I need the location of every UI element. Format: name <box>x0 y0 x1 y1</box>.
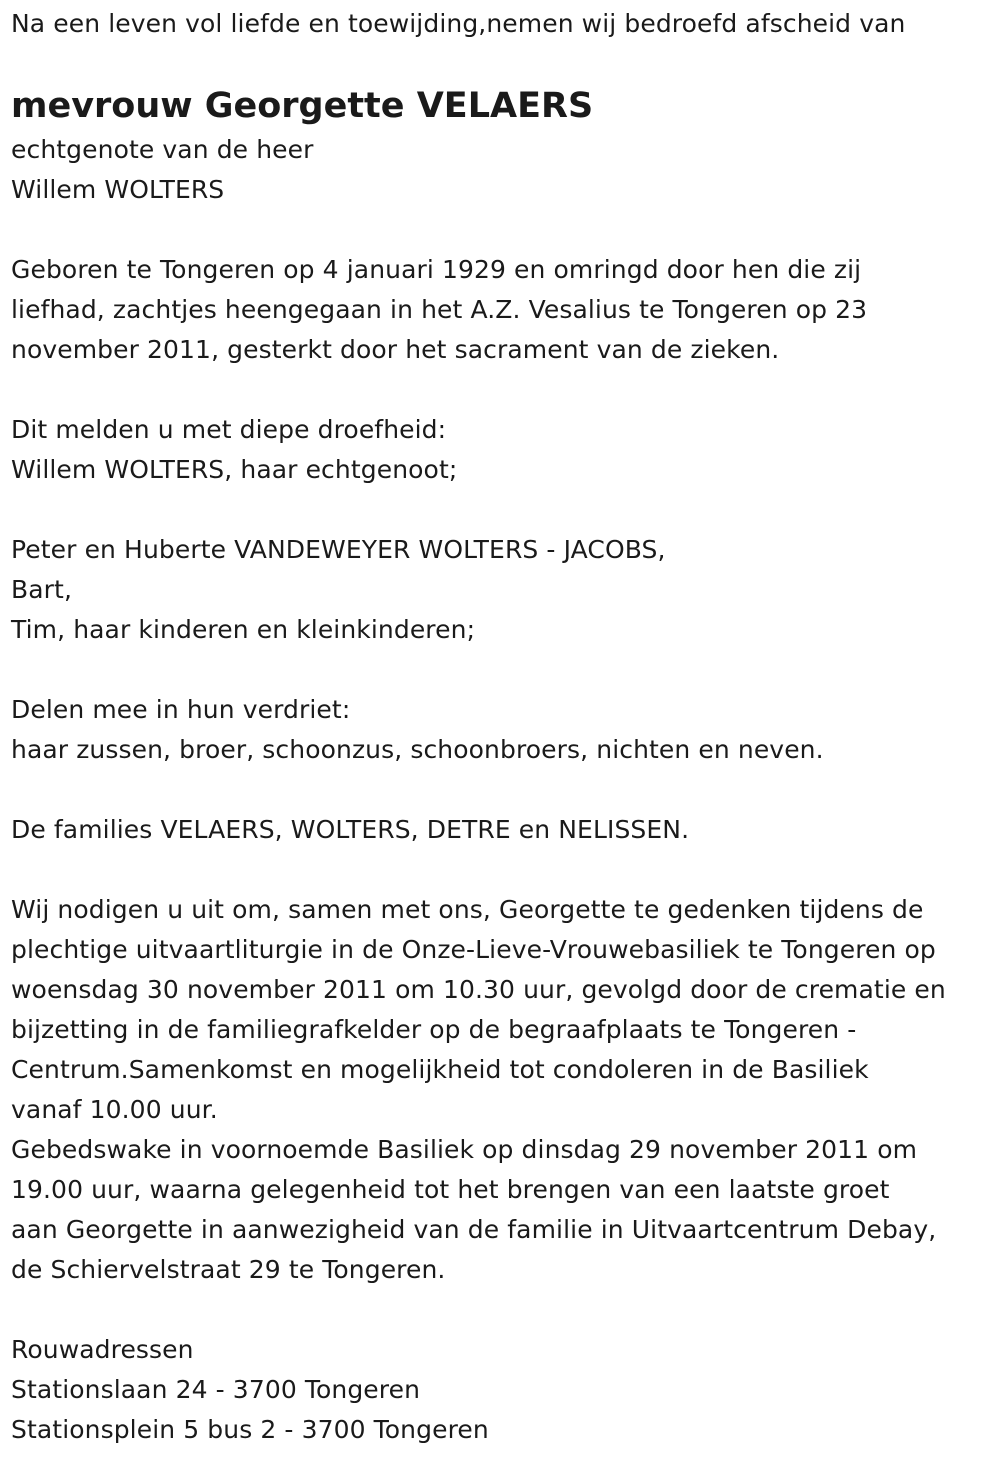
paragraph-line: woensdag 30 november 2011 om 10.30 uur, gevolgd door de crematie en <box>11 975 946 1004</box>
spacer <box>11 370 993 410</box>
intro-text: Na een leven vol liefde en toewijding,nemen wij bedroefd afscheid van <box>11 9 906 38</box>
spouse-name: Willem WOLTERS <box>11 175 225 204</box>
ceremony-paragraph <box>11 890 993 1290</box>
spacer <box>11 650 993 690</box>
paragraph-line: Wij nodigen u uit om, samen met ons, Georgette te gedenken tijdens de <box>11 895 924 924</box>
sharing-paragraph <box>11 690 993 770</box>
obituary-notice <box>11 4 993 1450</box>
spacer <box>11 850 993 890</box>
paragraph-line: Peter en Huberte VANDEWEYER WOLTERS - JACOBS, <box>11 535 666 564</box>
addresses-section <box>11 1330 993 1450</box>
paragraph-line: Bart, <box>11 575 72 604</box>
spacer <box>11 1290 993 1330</box>
paragraph-line: Dit melden u met diepe droefheid: <box>11 415 447 444</box>
paragraph-line: aan Georgette in aanwezigheid van de familie in Uitvaartcentrum Debay, <box>11 1215 937 1244</box>
paragraph-line: Geboren te Tongeren op 4 januari 1929 en omringd door hen die zij <box>11 255 862 284</box>
paragraph-line: de Schiervelstraat 29 te Tongeren. <box>11 1255 446 1284</box>
address-line: Stationsplein 5 bus 2 - 3700 Tongeren <box>11 1415 489 1444</box>
addresses-label: Rouwadressen <box>11 1335 194 1364</box>
paragraph-line: Willem WOLTERS, haar echtgenoot; <box>11 455 458 484</box>
paragraph-line: plechtige uitvaartliturgie in de Onze-Lieve-Vrouwebasiliek te Tongeren op <box>11 935 936 964</box>
paragraph-line: 19.00 uur, waarna gelegenheid tot het brengen van een laatste groet <box>11 1175 890 1204</box>
relation-text: echtgenote van de heer <box>11 135 314 164</box>
paragraph-line: Tim, haar kinderen en kleinkinderen; <box>11 615 476 644</box>
address-line: Stationslaan 24 - 3700 Tongeren <box>11 1375 421 1404</box>
spacer <box>11 210 993 250</box>
paragraph-line: liefhad, zachtjes heengegaan in het A.Z. Vesalius te Tongeren op 23 <box>11 295 868 324</box>
children-paragraph <box>11 530 993 650</box>
paragraph-line: Centrum.Samenkomst en mogelijkheid tot condoleren in de Basiliek <box>11 1055 869 1084</box>
birth-death-paragraph <box>11 250 993 370</box>
spacer <box>11 770 993 810</box>
paragraph-line: haar zussen, broer, schoonzus, schoonbroers, nichten en neven. <box>11 735 824 764</box>
paragraph-line: Delen mee in hun verdriet: <box>11 695 351 724</box>
paragraph-line: Gebedswake in voornoemde Basiliek op dinsdag 29 november 2011 om <box>11 1135 918 1164</box>
paragraph-line: november 2011, gesterkt door het sacrament van de zieken. <box>11 335 780 364</box>
deceased-name: mevrouw Georgette VELAERS <box>11 86 594 126</box>
spacer <box>11 490 993 530</box>
families-text: De families VELAERS, WOLTERS, DETRE en NELISSEN. <box>11 815 690 844</box>
announcers-paragraph <box>11 410 993 490</box>
paragraph-line: bijzetting in de familiegrafkelder op de begraafplaats te Tongeren - <box>11 1015 857 1044</box>
paragraph-line: vanaf 10.00 uur. <box>11 1095 218 1124</box>
